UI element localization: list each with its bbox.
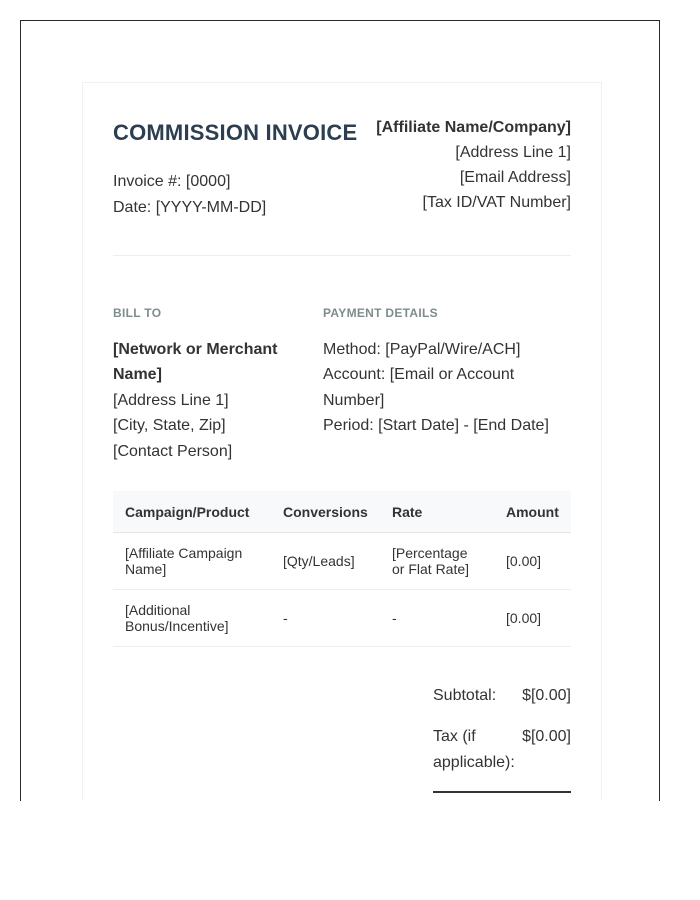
table-row [113,590,571,647]
tax-label: Tax (if applicable): [433,728,515,771]
cell-campaign: [Additional Bonus/Incentive] [113,590,271,647]
invoice-date: Date: [YYYY-MM-DD] [113,199,267,216]
totals-rule [433,791,571,793]
affiliate-email: [Email Address] [459,169,571,186]
payment-details-label: PAYMENT DETAILS [323,306,438,320]
subtotal-row [433,683,571,709]
column-header-campaign: Campaign/Product [113,491,271,533]
bill-to-address: [Address Line 1] [113,391,229,409]
invoice-title: COMMISSION INVOICE [113,120,358,145]
column-header-conversions: Conversions [271,491,380,533]
cell-conversions: - [271,590,380,647]
bill-to-contact: [Contact Person] [113,442,233,460]
table-header-row [113,491,571,533]
column-header-amount: Amount [494,491,571,533]
cell-campaign: [Affiliate Campaign Name] [113,533,271,590]
subtotal-value: $[0.00] [522,687,571,704]
bill-to-name: [Network or Merchant Name] [113,340,278,383]
affiliate-details [376,115,571,215]
payment-details-section [323,301,571,439]
cell-rate: - [380,590,494,647]
cell-amount: [0.00] [494,590,571,647]
payment-method: Method: [PayPal/Wire/ACH] [323,340,521,358]
cell-rate: [Percentage or Flat Rate] [380,533,494,590]
cell-conversions: [Qty/Leads] [271,533,380,590]
bill-to-section [113,301,293,464]
bill-to-label: BILL TO [113,306,162,320]
header-divider [113,255,571,256]
cell-amount: [0.00] [494,533,571,590]
payment-account: Account: [Email or Account Number] [323,366,515,409]
affiliate-address: [Address Line 1] [455,144,571,161]
affiliate-name: [Affiliate Name/Company] [376,119,571,136]
subtotal-label: Subtotal: [433,687,497,704]
totals-section [433,683,571,793]
table-row [113,533,571,590]
affiliate-tax-id: [Tax ID/VAT Number] [422,194,571,211]
column-header-rate: Rate [380,491,494,533]
tax-value: $[0.00] [522,728,571,745]
invoice-number: Invoice #: [0000] [113,173,231,190]
invoice-card [82,82,602,801]
line-items-table [113,491,571,647]
bill-to-city: [City, State, Zip] [113,417,226,434]
payment-period: Period: [Start Date] - [End Date] [323,417,549,434]
tax-row [433,724,571,776]
invoice-meta [113,169,266,221]
page-frame [20,20,660,801]
